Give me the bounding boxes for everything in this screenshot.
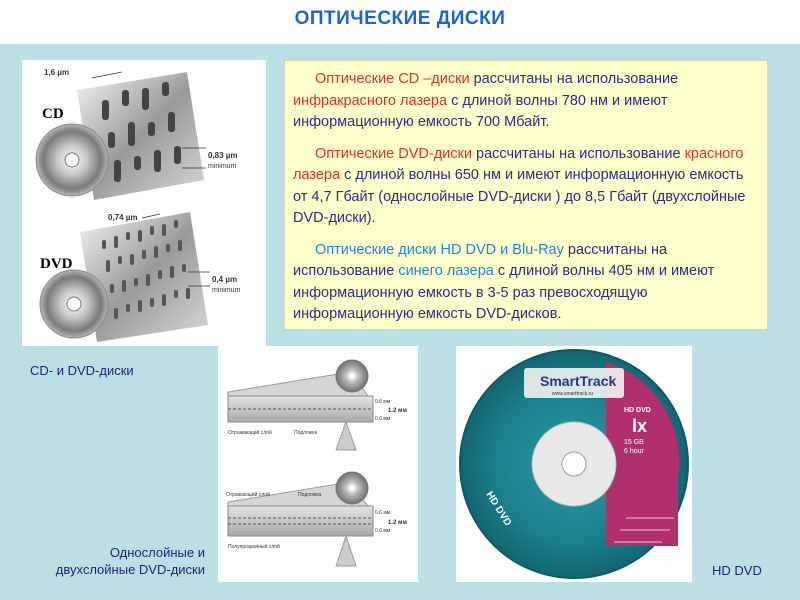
speed-label: lx [632,416,648,436]
cd-highlight: Оптические CD –диски [315,71,470,87]
cd-pit-min-suffix: minimum [208,163,237,170]
center-hole [562,452,586,476]
dvd-label: DVD [40,256,73,272]
substrate-label: Подложка [298,492,322,498]
laser-beam [336,536,356,566]
duration-label: 6 hour [624,448,644,455]
format-label: HD DVD [624,407,651,414]
text-span: с длиной волны 780 нм и имеют информационную емкость 700 Мбайт. [293,92,668,130]
brand-url: www.smarttrack.ru [552,391,594,397]
layers-caption-line2: двухслойные DVD-диски [55,562,205,577]
hddvd-bluray-highlight: Оптические диски HD DVD и Blu-Ray [315,241,564,258]
thickness-label: 0.6 мм [375,416,391,422]
thickness-label: 0.6 мм [375,510,391,516]
text-span: рассчитаны на использование [469,71,679,87]
info-textbox [284,60,768,330]
layers-illustration [218,346,418,582]
cd-dvd-illustration [22,60,266,346]
thickness-label: 0.6 мм [375,528,391,534]
reflect-layer-label: Отражающий слой [226,492,270,498]
capacity-label: 15 GB [624,439,644,446]
infrared-laser-highlight: инфракрасного лазера [293,92,448,109]
paragraph-cd [293,69,755,134]
cd-dvd-caption: CD- и DVD-диски [30,363,134,378]
cd-label: CD [42,106,64,122]
paragraph-dvd [293,144,755,230]
substrate-label: Подложка [294,430,318,436]
paragraph-hddvd [293,240,755,326]
hddvd-caption: HD DVD [712,563,762,578]
cd-dvd-figure [22,60,266,346]
hddvd-disc-illustration [456,346,692,582]
layers-caption [20,544,205,578]
hddvd-figure [456,346,692,582]
text-span: с длиной волны 405 нм и имеют информационную емкость в 3-5 раз превосходящую информационную емкость DVD-дисков. [293,263,715,322]
semi-layer-label: Полупрозрачный слой [228,544,280,550]
total-thickness-label: 1.2 мм [388,408,407,414]
blue-laser-highlight: синего лазера [398,263,494,279]
dvd-pit-min-suffix: minimum [212,287,241,294]
dual-layer-stack [228,506,373,536]
dvd-pit-min: 0,4 µm [212,275,238,284]
text-span: рассчитаны на использование [471,145,685,162]
red-laser-highlight: красного лазера [293,145,744,183]
cd-track-pitch: 1,6 µm [44,68,70,77]
brand-logo: SmartTrack [540,373,617,389]
thickness-label: 0.6 мм [375,399,391,405]
layers-figure [218,346,418,582]
laser-beam [336,422,356,450]
layers-caption-line1: Однослойные и [109,545,205,560]
page-title: ОПТИЧЕСКИЕ ДИСКИ [294,8,506,29]
hddvd-diagonal-label: HD DVD [483,489,514,529]
dvd-track-pitch: 0,74 µm [108,213,138,222]
total-thickness-label: 1.2 мм [388,520,407,526]
text-span: с длиной волны 650 нм и имеют информационную емкость от 4,7 Гбайт (однослойные DVD-диски ) до 8,5 Гбайт (двухслойные DVD-диски). [293,167,746,226]
reflect-layer-label: Отражающий слой [228,430,272,436]
cd-pit-min: 0,83 µm [208,151,238,160]
dvd-highlight: Оптические DVD-диски [315,145,472,162]
text-span: рассчитаны на использование [293,241,668,279]
